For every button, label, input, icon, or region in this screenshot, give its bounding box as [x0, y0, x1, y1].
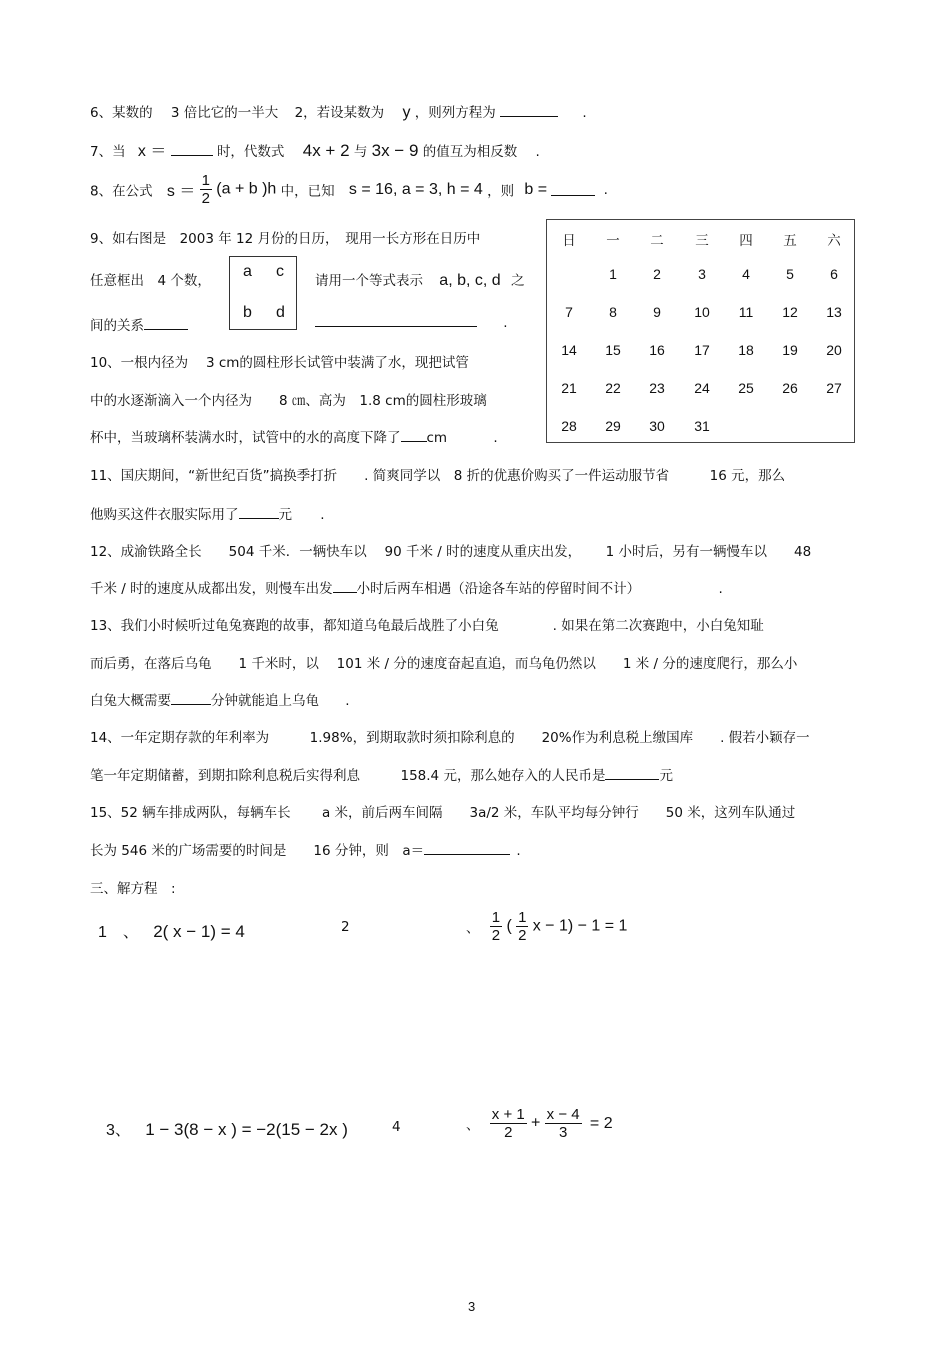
calendar-day: 12: [782, 304, 798, 320]
q15-text: 长为 546 米的广场需要的时间是 16 分钟，则 a＝: [90, 843, 425, 859]
question-15-line-2: [90, 839, 521, 859]
box-b: b: [243, 304, 252, 321]
question-7: [90, 138, 540, 161]
calendar-day: 30: [649, 418, 665, 434]
eq2-separator: 、: [466, 920, 480, 937]
q7-text-3: 与: [353, 144, 368, 160]
question-11-line-1: 11、国庆期间，“新世纪百货”搞换季打折 . 简爽同学以 8 折的优惠价购买了一件运动服节省 16 元，那么: [90, 468, 786, 484]
section-3-title: 三、解方程 :: [90, 881, 176, 897]
q7-text-2: 时，代数式: [216, 144, 285, 160]
calendar-day: 25: [738, 380, 754, 396]
q7-expr-2: 3x − 9: [371, 141, 419, 160]
calendar-day: 27: [826, 380, 842, 396]
eq1-expression: 2( x − 1) = 4: [153, 922, 245, 941]
calendar-header-tue: 二: [650, 233, 664, 249]
q12-answer-blank: [333, 580, 357, 593]
q8-formula-lhs: s ＝: [166, 183, 196, 200]
eq3-expression: 1 − 3(8 − x ) = −2(15 − 2x ): [145, 1120, 348, 1139]
q8-given-values: s = 16, a = 3, h = 4: [348, 180, 483, 198]
q6-var: y: [402, 104, 411, 121]
q14-text: 笔一年定期储蓄，到期扣除利息税后实得利息 158.4 元，那么她存入的人民币是: [90, 768, 606, 784]
q14-answer-blank: [605, 767, 659, 780]
q7-period: .: [535, 144, 540, 160]
eq2-label: 2: [341, 919, 350, 935]
q11-period: .: [320, 507, 325, 523]
eq1-label: 1 、: [98, 924, 139, 941]
question-15-line-1: 15、52 辆车排成两队，每辆车长 a 米，前后两车间隔 3a/2 米，车队平均每分钟行 50 米，这列车队通过: [90, 805, 796, 821]
calendar-day: 22: [605, 380, 621, 396]
calendar-header-sat: 六: [827, 233, 841, 249]
calendar-day: 29: [605, 418, 621, 434]
question-14-line-2: [90, 764, 673, 784]
question-10-line-1: 10、一根内径为 3 cm的圆柱形长试管中装满了水，现把试管: [90, 355, 469, 371]
question-6: [90, 101, 587, 122]
calendar-header-thu: 四: [739, 233, 753, 249]
eq4-fraction-1-denominator: 2: [504, 1124, 513, 1141]
calendar-december-2003: [546, 219, 855, 443]
calendar-day: 7: [565, 304, 573, 320]
calendar-day: 5: [786, 266, 794, 282]
calendar-day: 23: [649, 380, 665, 396]
q10-answer-blank: [401, 429, 427, 442]
q11-answer-blank: [239, 506, 279, 519]
q12-period: .: [718, 581, 723, 597]
question-9-line-2a: 任意框出 4 个数，: [90, 273, 211, 289]
q8-text-2: 中，已知: [280, 183, 335, 200]
calendar-day: 15: [605, 342, 621, 358]
equation-4: [466, 1106, 613, 1141]
eq4-plus: +: [531, 1114, 541, 1132]
eq2-fraction-2: [516, 909, 528, 944]
eq4-fraction-2: [545, 1106, 582, 1141]
question-12-line-2: [90, 577, 723, 597]
question-10-line-3: [90, 426, 498, 446]
q8-fraction-denominator: 2: [201, 190, 210, 207]
calendar-day: 6: [830, 266, 838, 282]
q8-text-3: ，则: [487, 183, 515, 200]
calendar-day: 20: [826, 342, 842, 358]
calendar-day: 28: [561, 418, 577, 434]
calendar-day: 13: [826, 304, 842, 320]
q6-answer-blank: [500, 104, 558, 117]
q8-answer-blank: [551, 183, 595, 196]
eq2-fraction-2-numerator: 1: [518, 909, 527, 926]
question-8: [90, 172, 608, 207]
q14-unit: 元: [659, 768, 673, 784]
eq4-fraction-2-denominator: 3: [558, 1124, 568, 1141]
eq2-fraction-2-denominator: 2: [518, 927, 527, 944]
q6-number: 3: [170, 105, 180, 121]
calendar-header-sun: 日: [562, 233, 576, 249]
question-9-line-1: 9、如右图是 2003 年 12 月份的日历， 现用一长方形在日历中: [90, 231, 481, 247]
calendar-day: 18: [738, 342, 754, 358]
q6-text-2: 倍比它的一半大: [183, 105, 279, 121]
eq2-fraction-1-numerator: 1: [491, 909, 501, 926]
calendar-day: 14: [561, 342, 577, 358]
q8-var: b =: [524, 180, 548, 198]
q12-text: 千米 / 时的速度从成都出发，则慢车出发: [90, 581, 333, 597]
calendar-day: 19: [782, 342, 798, 358]
calendar-day: 1: [609, 266, 617, 282]
q6-text-4: ，则列方程为: [414, 105, 496, 121]
eq2-expression: x − 1) − 1 = 1: [532, 917, 628, 935]
calendar-day: 26: [782, 380, 798, 396]
question-9-line-2b: [315, 269, 524, 290]
eq4-separator: 、: [466, 1117, 480, 1134]
q9-text: 请用一个等式表示: [315, 273, 423, 289]
calendar-day: 8: [609, 304, 617, 320]
q13-period: .: [345, 693, 350, 709]
q7-answer-blank: [171, 143, 213, 156]
q10-text: 杯中，当玻璃杯装满水时，试管中的水的高度下降了: [90, 430, 401, 446]
q7-expr-1: 4x + 2: [302, 141, 350, 160]
q7-var: x ＝: [137, 143, 167, 160]
calendar-header-mon: 一: [606, 233, 620, 249]
q9-blank-1: [144, 317, 188, 330]
q15-answer-blank: [424, 842, 510, 855]
q8-text: 8、在公式: [90, 183, 153, 200]
box-d: d: [276, 304, 285, 321]
equation-1: [98, 919, 245, 942]
eq4-fraction-2-numerator: x − 4: [546, 1106, 580, 1123]
calendar-day: 10: [694, 304, 710, 320]
q9-relation-label: 间的关系: [90, 318, 144, 334]
question-13-line-2: 而后勇，在落后乌龟 1 千米时，以 101 米 / 分的速度奋起直追，而乌龟仍然以 1 米 / 分的速度爬行，那么小: [90, 656, 798, 672]
q15-period: .: [516, 843, 521, 859]
calendar-day: 11: [738, 304, 754, 320]
q8-fraction-numerator: 1: [201, 172, 210, 189]
eq4-fraction-1: [490, 1106, 527, 1141]
q9-vars: a, b, c, d: [439, 272, 501, 289]
question-11-line-2: [90, 503, 325, 523]
q12-text-2: 小时后两车相遇（沿途各车站的停留时间不计）: [356, 581, 641, 597]
q13-text: 白兔大概需要: [90, 693, 171, 709]
q8-period: .: [603, 181, 608, 198]
box-a: a: [243, 263, 252, 280]
q6-text: 6、某数的: [90, 105, 153, 121]
q8-formula-rhs: (a + b )h: [216, 180, 277, 198]
page-number: 3: [468, 1299, 476, 1314]
calendar-day: 24: [694, 380, 710, 396]
question-13-line-1: 13、我们小时候听过龟兔赛跑的故事，都知道乌龟最后战胜了小白兔 . 如果在第二次赛跑中，小白兔知耻: [90, 618, 764, 634]
q9-period: .: [503, 315, 508, 331]
calendar-day: 2: [653, 266, 661, 282]
equation-3: [106, 1117, 348, 1140]
eq3-label: 3、: [106, 1122, 131, 1139]
calendar-day: 21: [561, 380, 577, 396]
q13-text-2: 分钟就能追上乌龟: [211, 693, 319, 709]
eq2-fraction-1: [490, 909, 502, 944]
eq4-label: 4: [392, 1119, 401, 1135]
eq4-expression: = 2: [589, 1114, 613, 1132]
box-c: c: [276, 263, 284, 280]
calendar-day: 31: [694, 418, 710, 434]
question-12-line-1: 12、成渝铁路全长 504 千米．一辆快车以 90 千米 / 时的速度从重庆出发， 1 小时后，另有一辆慢车以 48: [90, 544, 812, 560]
calendar-header-wed: 三: [695, 233, 709, 249]
q7-text: 7、当: [90, 144, 126, 160]
q7-text-4: 的值互为相反数: [422, 144, 518, 160]
question-9-line-3: [90, 314, 188, 334]
q10-period: .: [493, 430, 498, 446]
q6-text-3: 2，若设某数为: [294, 105, 385, 121]
calendar-day: 9: [653, 304, 661, 320]
q10-unit: cm: [426, 430, 448, 446]
q13-answer-blank: [171, 692, 211, 705]
q6-period: .: [582, 105, 587, 121]
abcd-box: [229, 256, 297, 330]
calendar-day: 3: [698, 266, 706, 282]
q11-text: 他购买这件衣服实际用了: [90, 507, 239, 523]
calendar-header-fri: 五: [783, 233, 797, 249]
question-13-line-3: [90, 689, 350, 709]
eq2-paren: (: [506, 917, 512, 935]
q9-blank-2-wrap: [315, 314, 508, 331]
q9-text-2: 之: [510, 273, 525, 289]
question-10-line-2: 中的水逐渐滴入一个内径为 8 ㎝、高为 1.8 cm的圆柱形玻璃: [90, 393, 487, 409]
calendar-day: 4: [742, 266, 750, 282]
q8-fraction: [200, 172, 212, 207]
question-14-line-1: 14、一年定期存款的年利率为 1.98%，到期取款时须扣除利息的 20%作为利息税上缴国库 . 假若小颖存一: [90, 730, 810, 746]
equation-2: [466, 909, 627, 944]
q9-blank-2: [315, 314, 477, 327]
q11-unit: 元: [278, 507, 292, 523]
calendar-day: 17: [694, 342, 710, 358]
calendar-day: 16: [649, 342, 665, 358]
eq2-fraction-1-denominator: 2: [491, 927, 501, 944]
eq4-fraction-1-numerator: x + 1: [491, 1106, 525, 1123]
